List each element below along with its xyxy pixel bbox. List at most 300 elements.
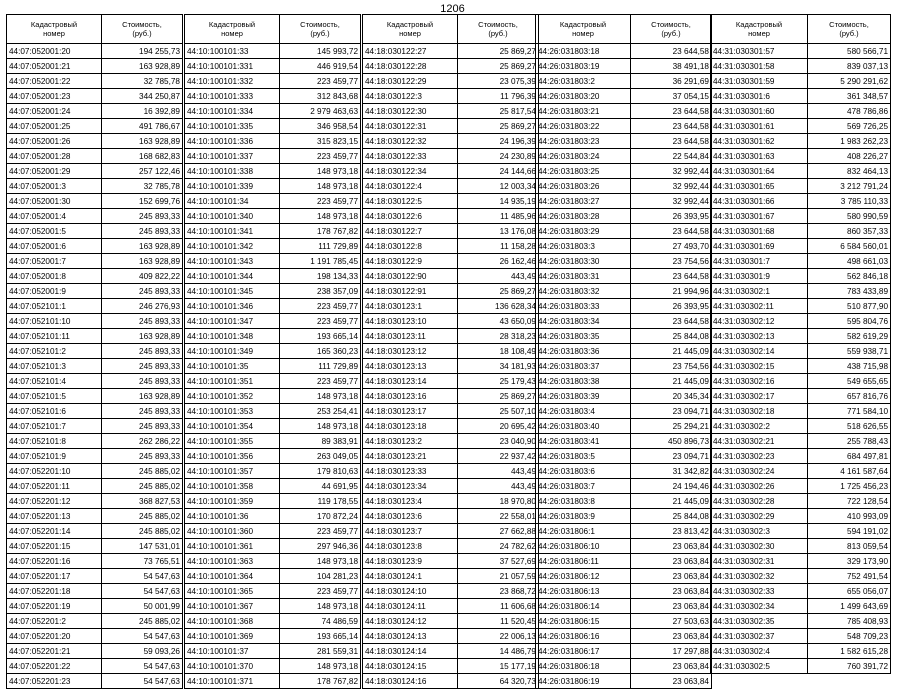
cost-cell: 594 191,02 (808, 524, 891, 539)
cadastral-number-header (363, 15, 458, 44)
table-row (185, 104, 361, 119)
table-row (536, 269, 712, 284)
cadastral-number-cell: 44:18:030122:27 (363, 44, 458, 59)
cadastral-number-cell: 44:10:100101:34 (185, 194, 280, 209)
cadastral-number-cell: 44:10:100101:358 (185, 479, 280, 494)
table-row (536, 479, 712, 494)
cadastral-number-cell: 44:31:030301:60 (711, 104, 808, 119)
cadastral-number-cell: 44:31:030302:15 (711, 359, 808, 374)
cost-cell: 20 345,34 (631, 389, 712, 404)
cadastral-number-cell: 44:31:030302:18 (711, 404, 808, 419)
cadastral-number-cell: 44:26:031803:26 (536, 179, 631, 194)
table-row (711, 449, 891, 464)
cadastral-number-cell: 44:26:031803:41 (536, 434, 631, 449)
table-row (536, 224, 712, 239)
cost-cell: 562 846,18 (808, 269, 891, 284)
cost-cell: 223 459,77 (280, 194, 361, 209)
cost-cell: 595 804,76 (808, 314, 891, 329)
cadastral-number-cell: 44:31:030302:12 (711, 314, 808, 329)
cost-cell: 15 177,19 (458, 659, 539, 674)
cost-header-line: Стоимость, (651, 20, 691, 29)
cadastral-number-cell: 44:31:030302:13 (711, 329, 808, 344)
cadastral-number-cell: 44:26:031803:27 (536, 194, 631, 209)
table-row (363, 164, 539, 179)
cost-cell: 245 885,02 (102, 509, 183, 524)
table-row (536, 344, 712, 359)
cadastral-number-cell: 44:26:031806:10 (536, 539, 631, 554)
table-row (363, 179, 539, 194)
cost-header-line: (руб.) (132, 29, 152, 38)
cost-cell: 245 893,33 (102, 344, 183, 359)
cost-cell: 148 973,18 (280, 164, 361, 179)
cost-cell: 54 547,63 (102, 659, 183, 674)
table-row (7, 584, 183, 599)
cost-cell: 25 869,27 (458, 44, 539, 59)
cost-cell: 548 709,23 (808, 629, 891, 644)
cost-cell: 25 817,54 (458, 104, 539, 119)
cost-cell: 148 973,18 (280, 179, 361, 194)
cadastral-number-cell: 44:07:052001:30 (7, 194, 102, 209)
table-row (7, 299, 183, 314)
cost-cell: 26 393,95 (631, 299, 712, 314)
cadastral-number-cell: 44:31:030301:68 (711, 224, 808, 239)
table-row (711, 149, 891, 164)
cost-cell: 245 893,33 (102, 404, 183, 419)
cost-cell: 23 063,84 (631, 539, 712, 554)
table-row (7, 344, 183, 359)
cadastral-number-cell: 44:31:030302:1 (711, 284, 808, 299)
cost-cell: 23 644,58 (631, 269, 712, 284)
table-row (7, 539, 183, 554)
cadastral-number-cell: 44:18:030123:14 (363, 374, 458, 389)
cadastral-number-cell: 44:10:100101:346 (185, 299, 280, 314)
table-row (185, 74, 361, 89)
table-row (185, 584, 361, 599)
cost-cell: 148 973,18 (280, 209, 361, 224)
cadastral-number-cell: 44:07:052001:6 (7, 239, 102, 254)
cadastral-number-cell: 44:31:030302:17 (711, 389, 808, 404)
cadastral-number-cell: 44:31:030301:9 (711, 269, 808, 284)
cadastral-number-cell: 44:26:031803:40 (536, 419, 631, 434)
cadastral-number-cell: 44:18:030122:30 (363, 104, 458, 119)
cost-cell: 25 507,10 (458, 404, 539, 419)
cadastral-number-header (536, 15, 631, 44)
cadastral-number-header-line: Кадастровый (208, 20, 256, 29)
cadastral-number-cell: 44:18:030122:31 (363, 119, 458, 134)
table-row (7, 449, 183, 464)
cadastral-number-cell: 44:07:052201:22 (7, 659, 102, 674)
cadastral-number-cell: 44:07:052101:3 (7, 359, 102, 374)
cost-cell: 23 813,42 (631, 524, 712, 539)
table-row (363, 644, 539, 659)
cadastral-number-cell: 44:10:100101:369 (185, 629, 280, 644)
cadastral-number-cell: 44:07:052201:19 (7, 599, 102, 614)
cost-cell: 54 547,63 (102, 584, 183, 599)
cost-cell: 22 937,42 (458, 449, 539, 464)
cost-cell: 11 606,68 (458, 599, 539, 614)
cost-cell: 245 893,33 (102, 284, 183, 299)
cadastral-number-cell: 44:18:030122:7 (363, 224, 458, 239)
table-row (185, 194, 361, 209)
header-row (185, 15, 361, 44)
cadastral-number-cell: 44:31:030301:65 (711, 179, 808, 194)
table-row (363, 359, 539, 374)
cost-cell: 23 644,58 (631, 119, 712, 134)
cadastral-number-cell: 44:26:031803:35 (536, 329, 631, 344)
table-row (7, 434, 183, 449)
cadastral-number-cell: 44:26:031803:5 (536, 449, 631, 464)
cadastral-number-cell: 44:18:030122:9 (363, 254, 458, 269)
cost-cell: 23 075,39 (458, 74, 539, 89)
cost-cell: 148 973,18 (280, 599, 361, 614)
cost-cell: 111 729,89 (280, 239, 361, 254)
table-row (185, 134, 361, 149)
table-row (185, 464, 361, 479)
cadastral-number-cell: 44:10:100101:353 (185, 404, 280, 419)
table-row (711, 194, 891, 209)
cost-cell: 43 650,09 (458, 314, 539, 329)
table-row (363, 674, 539, 689)
table-row (185, 269, 361, 284)
table-row (363, 479, 539, 494)
table-row (185, 254, 361, 269)
table-row (7, 149, 183, 164)
cadastral-number-cell: 44:18:030122:8 (363, 239, 458, 254)
table-row (536, 59, 712, 74)
table-row (363, 194, 539, 209)
cost-cell: 27 662,88 (458, 524, 539, 539)
cadastral-number-cell: 44:10:100101:339 (185, 179, 280, 194)
table-row (711, 344, 891, 359)
table-row (536, 104, 712, 119)
cost-cell: 344 250,87 (102, 89, 183, 104)
cadastral-number-cell: 44:26:031803:8 (536, 494, 631, 509)
cost-cell: 11 520,45 (458, 614, 539, 629)
table-row (711, 374, 891, 389)
cost-cell: 163 928,89 (102, 329, 183, 344)
cadastral-number-cell: 44:26:031803:18 (536, 44, 631, 59)
cost-cell: 245 885,02 (102, 614, 183, 629)
cadastral-number-cell: 44:10:100101:348 (185, 329, 280, 344)
cost-cell: 549 655,65 (808, 374, 891, 389)
cadastral-number-cell: 44:10:100101:354 (185, 419, 280, 434)
cost-cell: 657 816,76 (808, 389, 891, 404)
cadastral-number-cell: 44:10:100101:340 (185, 209, 280, 224)
cost-header-line: Стоимость, (829, 20, 869, 29)
cadastral-number-cell: 44:18:030124:12 (363, 614, 458, 629)
table-row (7, 674, 183, 689)
cost-cell: 257 122,46 (102, 164, 183, 179)
cost-cell: 518 626,55 (808, 419, 891, 434)
cost-cell: 6 584 560,01 (808, 239, 891, 254)
table-row (711, 464, 891, 479)
table-row (185, 494, 361, 509)
cadastral-number-cell: 44:18:030122:6 (363, 209, 458, 224)
cost-cell: 253 254,41 (280, 404, 361, 419)
table-row (185, 239, 361, 254)
table-row (711, 164, 891, 179)
table-row (185, 89, 361, 104)
cadastral-number-cell: 44:18:030122:90 (363, 269, 458, 284)
table-row (536, 404, 712, 419)
cost-cell: 312 843,68 (280, 89, 361, 104)
cadastral-number-cell: 44:10:100101:333 (185, 89, 280, 104)
cadastral-number-cell: 44:18:030124:13 (363, 629, 458, 644)
cost-cell: 147 531,01 (102, 539, 183, 554)
table-row (711, 179, 891, 194)
cost-cell: 23 644,58 (631, 44, 712, 59)
table-row (536, 644, 712, 659)
table-row (536, 44, 712, 59)
table-row (185, 569, 361, 584)
cost-header-line: Стоимость, (122, 20, 162, 29)
cost-cell: 32 992,44 (631, 179, 712, 194)
cadastral-number-cell: 44:31:030301:61 (711, 119, 808, 134)
cadastral-number-cell: 44:07:052001:28 (7, 149, 102, 164)
table-row (536, 614, 712, 629)
table-row (363, 389, 539, 404)
cadastral-number-cell: 44:10:100101:342 (185, 239, 280, 254)
cost-cell: 165 360,23 (280, 344, 361, 359)
cadastral-number-cell: 44:10:100101:355 (185, 434, 280, 449)
cadastral-number-cell: 44:31:030301:59 (711, 74, 808, 89)
table-row (7, 59, 183, 74)
page-number: 1206 (440, 3, 465, 15)
cost-cell: 1 725 456,23 (808, 479, 891, 494)
cost-cell: 783 433,89 (808, 284, 891, 299)
cost-cell: 409 822,22 (102, 269, 183, 284)
cost-cell: 21 445,09 (631, 494, 712, 509)
cost-cell: 163 928,89 (102, 239, 183, 254)
cadastral-number-cell: 44:26:031806:17 (536, 644, 631, 659)
cost-cell: 14 486,79 (458, 644, 539, 659)
cost-cell: 24 194,46 (631, 479, 712, 494)
cost-cell: 245 885,02 (102, 479, 183, 494)
table-row (363, 209, 539, 224)
table-row (536, 359, 712, 374)
cost-cell: 32 785,78 (102, 74, 183, 89)
cost-cell: 27 493,70 (631, 239, 712, 254)
cadastral-number-cell: 44:10:100101:356 (185, 449, 280, 464)
cadastral-number-cell: 44:07:052201:20 (7, 629, 102, 644)
table-row (7, 254, 183, 269)
cost-header-line: Стоимость, (300, 20, 340, 29)
table-row (363, 329, 539, 344)
table-row (185, 149, 361, 164)
cadastral-number-header-line: номер (43, 29, 65, 38)
cost-cell: 26 162,46 (458, 254, 539, 269)
table-row (185, 359, 361, 374)
cost-cell: 21 994,96 (631, 284, 712, 299)
cost-cell: 262 286,22 (102, 434, 183, 449)
cadastral-number-cell: 44:26:031803:20 (536, 89, 631, 104)
table-row (363, 554, 539, 569)
cost-cell: 771 584,10 (808, 404, 891, 419)
table-row (536, 119, 712, 134)
cadastral-number-cell: 44:31:030302:26 (711, 479, 808, 494)
cadastral-number-cell: 44:26:031803:31 (536, 269, 631, 284)
cadastral-number-cell: 44:07:052201:12 (7, 494, 102, 509)
cadastral-number-cell: 44:18:030122:33 (363, 149, 458, 164)
cadastral-number-cell: 44:10:100101:335 (185, 119, 280, 134)
cost-cell: 178 767,82 (280, 674, 361, 689)
cost-cell: 34 181,93 (458, 359, 539, 374)
table-row (185, 329, 361, 344)
table-row (7, 179, 183, 194)
cadastral-number-cell: 44:26:031803:36 (536, 344, 631, 359)
cost-cell: 11 796,39 (458, 89, 539, 104)
cost-cell: 246 276,93 (102, 299, 183, 314)
cadastral-number-cell: 44:07:052001:24 (7, 104, 102, 119)
cadastral-number-cell: 44:10:100101:363 (185, 554, 280, 569)
cadastral-number-cell: 44:26:031806:19 (536, 674, 631, 689)
table-row (363, 344, 539, 359)
cadastral-number-cell: 44:07:052201:13 (7, 509, 102, 524)
cost-cell: 27 503,63 (631, 614, 712, 629)
cadastral-number-cell: 44:31:030302:11 (711, 299, 808, 314)
cost-cell: 20 695,42 (458, 419, 539, 434)
cadastral-number-cell: 44:07:052001:20 (7, 44, 102, 59)
table-row (711, 494, 891, 509)
cost-cell: 193 665,14 (280, 629, 361, 644)
cost-cell: 163 928,89 (102, 59, 183, 74)
cost-cell: 32 785,78 (102, 179, 183, 194)
cadastral-number-cell: 44:07:052001:29 (7, 164, 102, 179)
cadastral-number-cell: 44:10:100101:35 (185, 359, 280, 374)
table-row (363, 629, 539, 644)
cost-cell: 36 291,69 (631, 74, 712, 89)
cadastral-number-cell: 44:18:030124:14 (363, 644, 458, 659)
cadastral-number-cell: 44:18:030122:28 (363, 59, 458, 74)
cadastral-number-cell: 44:18:030122:34 (363, 164, 458, 179)
cost-cell: 54 547,63 (102, 674, 183, 689)
cost-cell: 23 644,58 (631, 224, 712, 239)
table-row (7, 629, 183, 644)
cadastral-number-cell: 44:31:030301:6 (711, 89, 808, 104)
cadastral-number-cell: 44:31:030301:67 (711, 209, 808, 224)
cost-header-line: (руб.) (488, 29, 508, 38)
cost-cell: 24 144,66 (458, 164, 539, 179)
table-row (536, 299, 712, 314)
cadastral-number-header-line: номер (572, 29, 594, 38)
cost-cell: 813 059,54 (808, 539, 891, 554)
cost-cell: 194 255,73 (102, 44, 183, 59)
table-row (711, 44, 891, 59)
cost-cell: 54 547,63 (102, 629, 183, 644)
table-row (536, 284, 712, 299)
cost-cell: 510 877,90 (808, 299, 891, 314)
cadastral-table-1 (6, 14, 183, 689)
table-row (185, 539, 361, 554)
cost-cell: 1 582 615,28 (808, 644, 891, 659)
cadastral-number-cell: 44:07:052201:15 (7, 539, 102, 554)
cadastral-number-cell: 44:10:100101:347 (185, 314, 280, 329)
cadastral-number-cell: 44:26:031803:22 (536, 119, 631, 134)
table-row (711, 389, 891, 404)
cost-header-line: (руб.) (661, 29, 681, 38)
table-row (7, 224, 183, 239)
table-row (185, 224, 361, 239)
cost-cell: 89 383,91 (280, 434, 361, 449)
cost-header (631, 15, 712, 44)
cost-cell: 24 782,62 (458, 539, 539, 554)
table-row (185, 389, 361, 404)
table-row (536, 329, 712, 344)
table-row (7, 164, 183, 179)
cadastral-number-cell: 44:18:030123:11 (363, 329, 458, 344)
table-row (363, 614, 539, 629)
cost-cell: 44 691,95 (280, 479, 361, 494)
table-row (185, 629, 361, 644)
table-row (185, 659, 361, 674)
header-row (536, 15, 712, 44)
table-row (7, 389, 183, 404)
table-row (536, 254, 712, 269)
cost-cell: 245 893,33 (102, 419, 183, 434)
cost-cell: 23 063,84 (631, 659, 712, 674)
table-row (363, 464, 539, 479)
table-row (711, 644, 891, 659)
cost-cell: 760 391,72 (808, 659, 891, 674)
table-row (711, 119, 891, 134)
cadastral-number-cell: 44:31:030301:63 (711, 149, 808, 164)
table-row (7, 134, 183, 149)
cost-cell: 37 054,15 (631, 89, 712, 104)
cost-cell: 11 158,28 (458, 239, 539, 254)
table-row (711, 539, 891, 554)
cadastral-number-cell: 44:10:100101:337 (185, 149, 280, 164)
cadastral-number-cell: 44:07:052201:23 (7, 674, 102, 689)
table-row (363, 404, 539, 419)
cost-cell: 152 699,76 (102, 194, 183, 209)
cadastral-number-cell: 44:18:030124:16 (363, 674, 458, 689)
cadastral-number-cell: 44:31:030302:33 (711, 584, 808, 599)
table-row (185, 644, 361, 659)
cadastral-number-cell: 44:07:052001:7 (7, 254, 102, 269)
cadastral-number-cell: 44:10:100101:349 (185, 344, 280, 359)
table-row (185, 284, 361, 299)
table-row (363, 524, 539, 539)
table-row (711, 269, 891, 284)
table-row (536, 629, 712, 644)
table-row (7, 509, 183, 524)
table-row (185, 179, 361, 194)
cost-cell: 3 212 791,24 (808, 179, 891, 194)
cadastral-number-cell: 44:26:031803:9 (536, 509, 631, 524)
cadastral-number-cell: 44:18:030123:1 (363, 299, 458, 314)
table-row (536, 464, 712, 479)
cost-cell: 23 063,84 (631, 569, 712, 584)
table-row (7, 569, 183, 584)
cost-cell: 315 823,15 (280, 134, 361, 149)
cadastral-number-cell: 44:26:031803:4 (536, 404, 631, 419)
table-row (363, 89, 539, 104)
table-row (185, 209, 361, 224)
table-row (363, 599, 539, 614)
cost-cell: 23 063,84 (631, 599, 712, 614)
cost-cell: 443,49 (458, 269, 539, 284)
table-row (711, 434, 891, 449)
cost-cell: 22 544,84 (631, 149, 712, 164)
cost-cell: 37 527,69 (458, 554, 539, 569)
cost-cell: 722 128,54 (808, 494, 891, 509)
table-row (363, 314, 539, 329)
cadastral-number-cell: 44:07:052201:17 (7, 569, 102, 584)
cost-cell: 281 559,31 (280, 644, 361, 659)
cadastral-number-cell: 44:07:052201:16 (7, 554, 102, 569)
table-row (7, 554, 183, 569)
table-row (7, 284, 183, 299)
